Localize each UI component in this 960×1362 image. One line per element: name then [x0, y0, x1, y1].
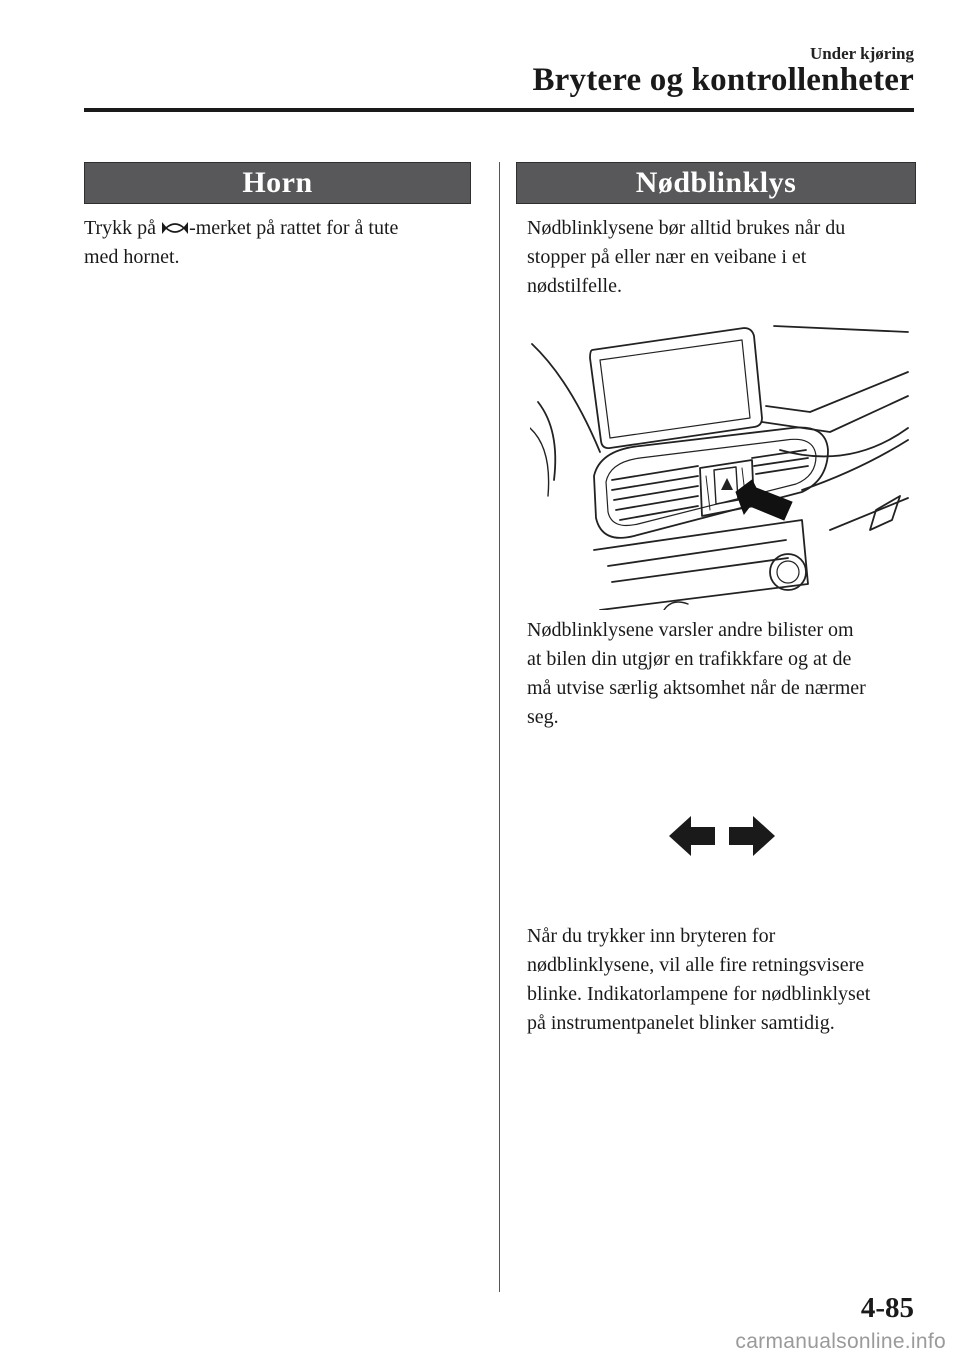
- horn-text-before: Trykk på: [84, 217, 162, 239]
- hazard-warning-line-3: må utvise særlig aktsomhet når de nærmer: [527, 677, 866, 699]
- horn-text-line2: med hornet.: [84, 246, 180, 268]
- section-heading-horn: Horn: [84, 162, 471, 204]
- header-rule: [84, 108, 914, 112]
- hazard-operation-line-3: blinke. Indikatorlampene for nødblinklyset: [527, 983, 871, 1005]
- hazard-intro-line-2: stopper på eller nær en veibane i et: [527, 246, 807, 268]
- hazard-intro: [527, 214, 927, 301]
- chapter-label: Under kjøring: [809, 44, 914, 63]
- dashboard-hazard-switch-illustration: [530, 320, 914, 610]
- hazard-warning-line-1: Nødblinklysene varsler andre bilister om: [527, 619, 854, 641]
- hazard-operation-line-2: nødblinklysene, vil alle fire retningsvisere: [527, 954, 865, 976]
- hazard-intro-line-1: Nødblinklysene bør alltid brukes når du: [527, 217, 846, 239]
- hazard-operation-line-4: på instrumentpanelet blinker samtidig.: [527, 1012, 835, 1034]
- hazard-operation-line-1: Når du trykker inn bryteren for: [527, 925, 776, 947]
- hazard-operation-text: [527, 922, 927, 1038]
- hazard-intro-line-3: nødstilfelle.: [527, 275, 622, 297]
- hazard-warning-text: [527, 616, 927, 732]
- column-divider: [499, 162, 500, 1292]
- hazard-warning-line-2: at bilen din utgjør en trafikkfare og at de: [527, 648, 852, 670]
- watermark: carmanualsonline.info: [735, 1330, 946, 1353]
- hazard-indicator-arrows-icon: [667, 814, 777, 858]
- hazard-warning-line-4: seg.: [527, 706, 559, 728]
- page-title: Brytere og kontrollenheter: [532, 62, 914, 98]
- horn-icon: [161, 221, 189, 235]
- page-number: 4-85: [860, 1292, 914, 1324]
- horn-text-after: -merket på rattet for å tute: [189, 217, 399, 239]
- horn-instruction: [84, 214, 484, 272]
- section-heading-hazard: Nødblinklys: [516, 162, 916, 204]
